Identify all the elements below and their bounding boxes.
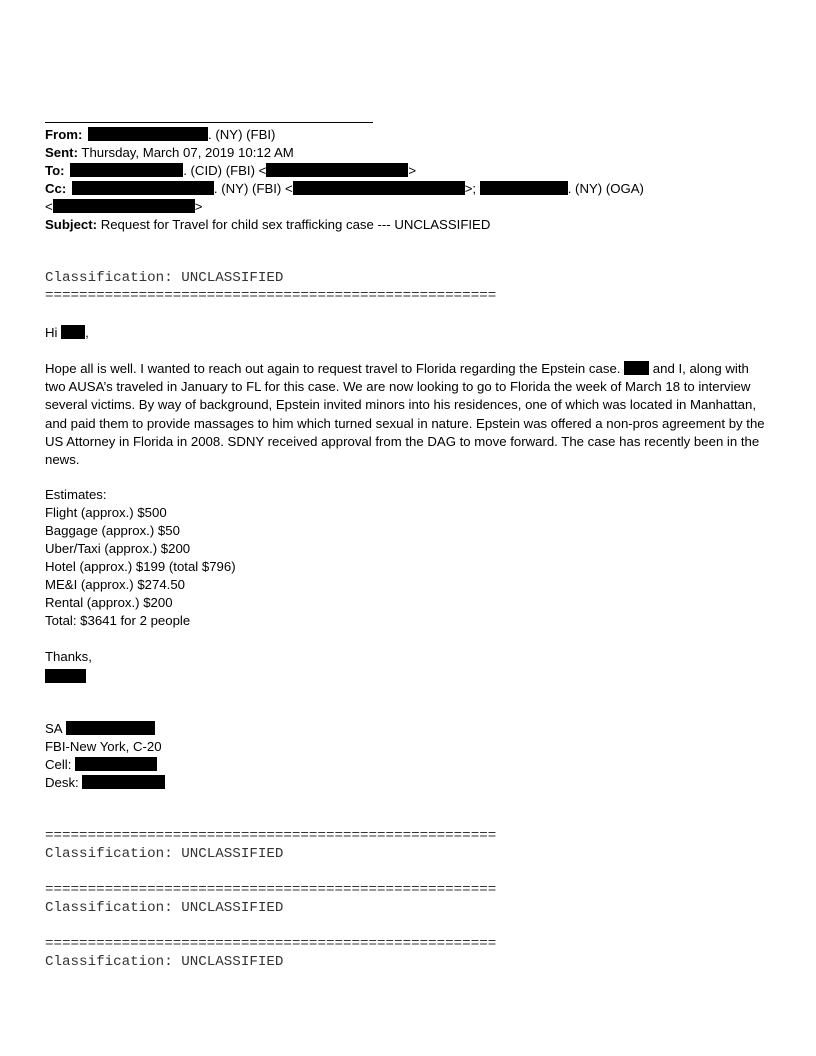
greeting (45, 324, 89, 342)
separator-line: ===================================================== (45, 828, 497, 844)
from-suffix: . (NY) (FBI) (208, 127, 276, 142)
estimate-item: Uber/Taxi (approx.) $200 (45, 541, 191, 556)
body-paragraph (45, 360, 769, 469)
cc-line (45, 180, 644, 198)
from-label: From: (45, 127, 83, 142)
redaction-block (61, 325, 85, 339)
estimate-item: Baggage (approx.) $50 (45, 523, 180, 538)
to-mid: . (CID) (FBI) < (183, 163, 267, 178)
signature-office: FBI-New York, C-20 (45, 739, 162, 754)
greeting-prefix: Hi (45, 325, 62, 340)
cc2-close: > (194, 199, 203, 214)
desk-label: Desk: (45, 775, 79, 790)
redaction-block (75, 757, 157, 771)
signature-desk (45, 774, 165, 792)
estimate-item: ME&I (approx.) $274.50 (45, 577, 186, 592)
estimate-item: Rental (approx.) $200 (45, 595, 173, 610)
header-top-rule (45, 122, 373, 123)
separator-line: ===================================================== (45, 882, 497, 898)
redaction-block (293, 181, 465, 195)
cc-line-2 (45, 198, 202, 216)
cc-end: . (NY) (OGA) (567, 181, 644, 196)
estimate-item: Flight (approx.) $500 (45, 505, 167, 520)
signature-cell (45, 756, 157, 774)
cc-label: Cc: (45, 181, 67, 196)
redaction-block (82, 775, 165, 789)
classification-footer: Classification: UNCLASSIFIED (45, 954, 284, 970)
separator-line: ===================================================== (45, 288, 497, 304)
redaction-block (266, 163, 408, 177)
redaction-block (88, 127, 208, 141)
cc-mid2: >; (464, 181, 480, 196)
to-label: To: (45, 163, 65, 178)
classification-banner: Classification: UNCLASSIFIED (45, 270, 284, 286)
closing: Thanks, (45, 649, 92, 664)
classification-footer: Classification: UNCLASSIFIED (45, 846, 284, 862)
greeting-suffix: , (85, 325, 89, 340)
redaction-block (70, 163, 183, 177)
signature-title (45, 720, 155, 738)
sent-label: Sent: (45, 145, 78, 160)
redaction-block (72, 181, 214, 195)
sent-value: Thursday, March 07, 2019 10:12 AM (81, 145, 294, 160)
body-part2: and I, along with two AUSA’s traveled in January to FL for this case. We are now looking to go to Florida the week of March 18 to interview several victims. By way of background, Epstein invited minors into his residences, one of which was located in Manhattan, and paid them to provide massages to him which turned sexual in nature. Epstein was offered a non-pros agreement by the US Attorney in Florida in 2008. SDNY received approval from the DAG to move forward. The case has recently been in the news. (45, 361, 765, 468)
body-part1: Hope all is well. I wanted to reach out again to request travel to Florida regarding the Epstein case. (45, 361, 625, 376)
redaction-block (45, 669, 86, 683)
cell-label: Cell: (45, 757, 72, 772)
redaction-block (480, 181, 568, 195)
subject-label: Subject: (45, 217, 98, 232)
cc2-open: < (45, 199, 53, 214)
estimate-total: Total: $3641 for 2 people (45, 613, 191, 628)
subject-value: Request for Travel for child sex trafficking case --- UNCLASSIFIED (100, 217, 491, 232)
estimate-item: Hotel (approx.) $199 (total $796) (45, 559, 236, 574)
to-line (45, 162, 416, 180)
redaction-block (624, 361, 649, 375)
redaction-block (53, 199, 195, 213)
sent-line (45, 144, 294, 162)
separator-line: ===================================================== (45, 936, 497, 952)
from-line (45, 126, 275, 144)
subject-line (45, 216, 490, 234)
classification-footer: Classification: UNCLASSIFIED (45, 900, 284, 916)
to-end: > (408, 163, 417, 178)
estimates-title: Estimates: (45, 487, 107, 502)
sender-name-redacted (45, 668, 86, 686)
cc-mid1: . (NY) (FBI) < (213, 181, 293, 196)
redaction-block (66, 721, 155, 735)
signature-sa: SA (45, 721, 62, 736)
